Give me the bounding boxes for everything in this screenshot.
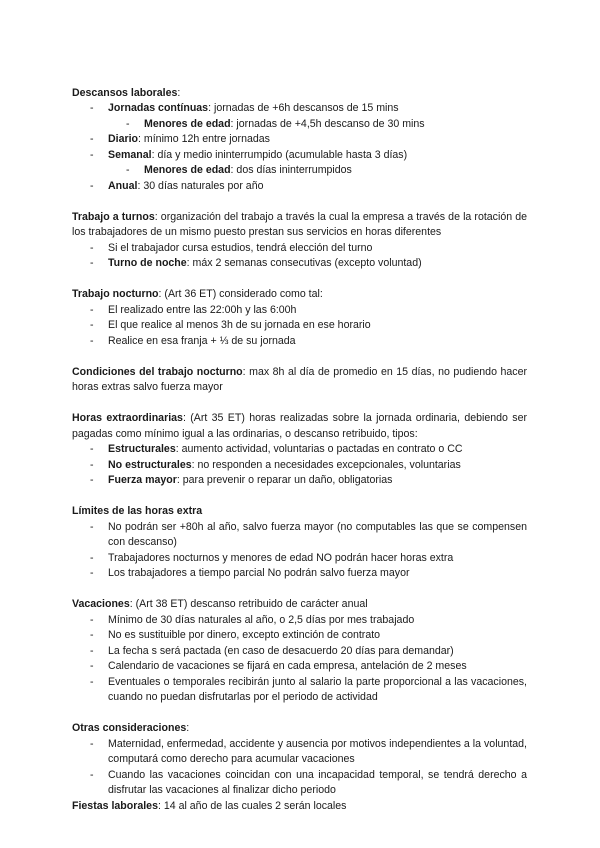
- list-item: - La fecha s será pactada (en caso de desacuerdo 20 días para demandar): [90, 644, 454, 657]
- list-item: - Mínimo de 30 días naturales al año, o 2,5 días por mes trabajado: [90, 613, 415, 626]
- list-item: - El realizado entre las 22:00h y las 6:00h: [90, 303, 297, 316]
- list-item: - No es sustituible por dinero, excepto extinción de contrato: [90, 629, 381, 641]
- list-item: - Diario: mínimo 12h entre jornadas: [90, 133, 270, 145]
- list-item: - Si el trabajador cursa estudios, tendrá elección del turno: [90, 241, 373, 254]
- section-paragraph: Fiestas laborales: 14 al año de las cuales 2 serán locales: [72, 799, 347, 812]
- list-item: - Los trabajadores a tiempo parcial No podrán salvo fuerza mayor: [90, 567, 410, 579]
- list-item: - Estructurales: aumento actividad, voluntarias o pactadas en contrato o CC: [90, 443, 463, 455]
- section-heading: Descansos laborales:: [72, 86, 181, 99]
- section-paragraph: Condiciones del trabajo nocturno: max 8h al día de promedio en 15 días, no pudiendo hacer horas extras salvo fuerza mayor: [72, 365, 527, 393]
- section-nocturno: [72, 287, 527, 349]
- list-item: - Semanal: día y medio ininterrumpido (acumulable hasta 3 días): [90, 148, 408, 161]
- section-paragraph: Trabajo nocturno: (Art 36 ET) considerado como tal:: [72, 288, 323, 300]
- list-item: - No estructurales: no responden a necesidades excepcionales, voluntarias: [90, 458, 461, 471]
- section-fiestas: [72, 799, 527, 815]
- section-vacaciones: [72, 597, 527, 706]
- list-item: - Jornadas contínuas: jornadas de +6h descansos de 15 mins: [90, 102, 399, 114]
- section-heading: Límites de las horas extra: [72, 505, 203, 517]
- list-item: - Fuerza mayor: para prevenir o reparar un daño, obligatorias: [90, 474, 393, 486]
- list-item: - Trabajadores nocturnos y menores de edad NO podrán hacer horas extra: [90, 551, 454, 564]
- section-limites: [72, 504, 527, 582]
- section-turnos: [72, 210, 527, 272]
- list-item: - Menores de edad: dos días ininterrumpidos: [126, 164, 352, 176]
- list-item: - Menores de edad: jornadas de +4,5h descanso de 30 mins: [126, 117, 425, 130]
- list-item: - Cuando las vacaciones coincidan con una incapacidad temporal, se tendrá derecho a disfrutar las vacaciones al finalizar dicho periodo: [90, 768, 527, 796]
- list-item: - No podrán ser +80h al año, salvo fuerza mayor (no computables las que se compensen con descanso): [90, 520, 527, 548]
- list-item: - Eventuales o temporales recibirán junto al salario la parte proporcional a las vacaciones, cuando no puedan disfrutarlas por el periodo de actividad: [90, 675, 527, 703]
- section-paragraph: Horas extraordinarias: (Art 35 ET) horas realizadas sobre la jornada ordinaria, debiendo ser pagadas como mínimo igual a las ordinarias, o descanso retribuido, tipos:: [72, 412, 527, 440]
- section-descansos: [72, 86, 527, 195]
- section-heading: Otras consideraciones:: [72, 722, 190, 734]
- section-paragraph: Vacaciones: (Art 38 ET) descanso retribuido de carácter anual: [72, 598, 368, 610]
- list-item: - El que realice al menos 3h de su jornada en ese horario: [90, 319, 371, 331]
- list-item: - Maternidad, enfermedad, accidente y ausencia por motivos independientes a la voluntad, computará como derecho para acumular vacaciones: [90, 737, 527, 765]
- notes-content: [72, 86, 527, 815]
- section-horas-extra: [72, 411, 527, 489]
- list-item: - Turno de noche: máx 2 semanas consecutivas (excepto voluntad): [90, 257, 422, 269]
- section-condiciones: [72, 365, 527, 396]
- list-item: - Anual: 30 días naturales por año: [90, 179, 264, 192]
- section-paragraph: Trabajo a turnos: organización del trabajo a través la cual la empresa a través de la rotación de los trabajadores de un mismo puesto prestan sus servicios en horas diferentes: [72, 210, 527, 238]
- list-item: - Realice en esa franja + ⅓ de su jornada: [90, 334, 296, 347]
- list-item: - Calendario de vacaciones se fijará en cada empresa, antelación de 2 meses: [90, 660, 467, 672]
- section-otras: [72, 721, 527, 799]
